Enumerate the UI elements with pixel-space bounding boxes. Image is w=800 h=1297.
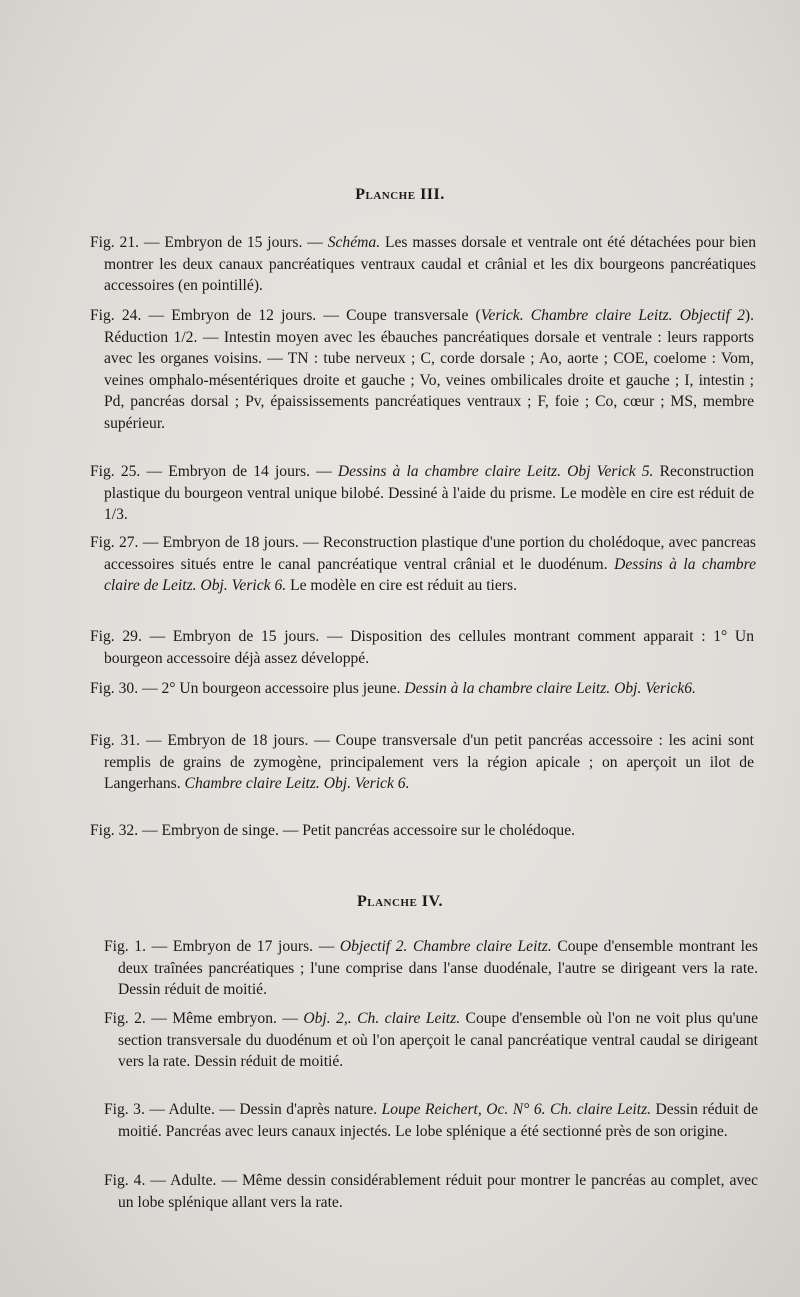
plate-4-fig-2: Fig. 2. — Même embryon. — Obj. 2,. Ch. claire Leitz. Coupe d'ensemble où l'on ne voit plus qu'une section transversale du duodénum et où l'on aperçoit le canal pancréatique ventral caudal se dirigeant vers la rate. Dessin réduit de moitié. xyxy=(104,1010,759,1070)
plate-3-fig-27: Fig. 27. — Embryon de 18 jours. — Reconstruction plastique d'une portion du cholédoque, avec pancreas accessoires situés entre le canal pancréatique ventral crânial et le duodénum. Dessins à la chambre claire de Leitz. Obj. Verick 6. Le modèle en cire est réduit au tiers. xyxy=(90,534,757,594)
plate-3-fig-21: Fig. 21. — Embryon de 15 jours. — Schéma. Les masses dorsale et ventrale ont été détachées pour bien montrer les deux canaux pancréatiques ventraux caudal et crânial et les dix bourgeons pancréatiques accessoires (en pointillé). xyxy=(90,234,757,294)
plate-3-fig-24: Fig. 24. — Embryon de 12 jours. — Coupe transversale (Verick. Chambre claire Leitz. Objectif 2). Réduction 1/2. — Intestin moyen avec les ébauches pancréatiques dorsale et ventrale : leurs rapports avec les organes voisins. — TN : tube nerveux ; C, corde dorsale ; Ao, aorte ; COE, coelome : Vom, veines omphalo-mésentériques droite et gauche ; Vo, veines ombilicales droite et gauche ; I, intestin ; Pd, pancréas dorsal ; Pv, épaississements pancréatiques ventraux ; F, foie ; Co, cœur ; MS, membre supérieur. xyxy=(90,307,754,432)
plate-3-heading: Planche III. xyxy=(355,186,445,203)
plate-3-fig-32: Fig. 32. — Embryon de singe. — Petit pancréas accessoire sur le cholédoque. xyxy=(90,822,576,839)
plate-4-fig-1: Fig. 1. — Embryon de 17 jours. — Objectif 2. Chambre claire Leitz. Coupe d'ensemble montrant les deux traînées pancréatiques ; l'une comprise dans l'anse duodénale, l'autre se dirigeant vers la rate. Dessin réduit de moitié. xyxy=(104,938,758,998)
plate-3-fig-31: Fig. 31. — Embryon de 18 jours. — Coupe transversale d'un petit pancréas accessoire : les acini sont remplis de grains de zymogène, principalement vers la région apicale ; on aperçoit un ilot de Langerhans. Chambre claire Leitz. Obj. Verick 6. xyxy=(90,732,754,792)
plate-4-fig-4: Fig. 4. — Adulte. — Même dessin considérablement réduit pour montrer le pancréas au complet, avec un lobe splénique allant vers la rate. xyxy=(104,1172,759,1211)
plate-3-fig-30: Fig. 30. — 2° Un bourgeon accessoire plus jeune. Dessin à la chambre claire Leitz. Obj. Verick6. xyxy=(90,680,696,697)
plate-3-fig-25: Fig. 25. — Embryon de 14 jours. — Dessins à la chambre claire Leitz. Obj Verick 5. Reconstruction plastique du bourgeon ventral unique bilobé. Dessiné à l'aide du prisme. Le modèle en cire est réduit de 1/3. xyxy=(90,463,754,523)
plate-4-heading: Planche IV. xyxy=(356,893,444,910)
plate-3-fig-29: Fig. 29. — Embryon de 15 jours. — Disposition des cellules montrant comment apparait : 1° Un bourgeon accessoire déjà assez développé. xyxy=(90,628,754,667)
plate-4-fig-3: Fig. 3. — Adulte. — Dessin d'après nature. Loupe Reichert, Oc. N° 6. Ch. claire Leitz. Dessin réduit de moitié. Pancréas avec leurs canaux injectés. Le lobe splénique a été sectionné près de son origine. xyxy=(104,1101,758,1140)
